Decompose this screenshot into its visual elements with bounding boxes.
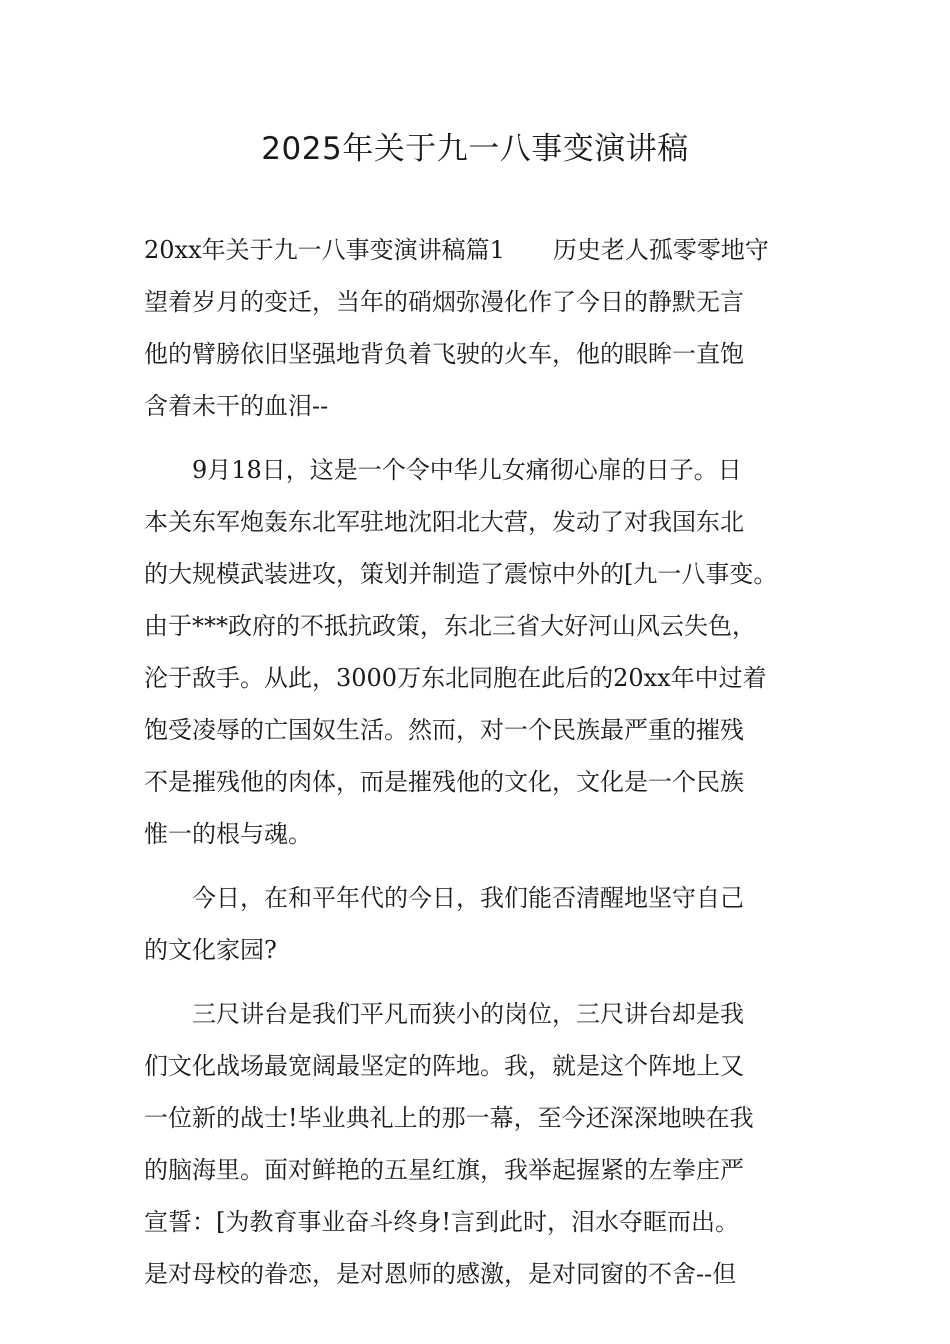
- text-line: 三尺讲台是我们平凡而狭小的岗位，三尺讲台却是我: [192, 1000, 744, 1028]
- text-line: [144, 228, 844, 280]
- text-line: 的文化家园?: [144, 936, 277, 964]
- text-line: 本关东军炮轰东北军驻地沈阳北大营，发动了对我国东北: [144, 508, 744, 536]
- text-line: 的脑海里。面对鲜艳的五星红旗，我举起握紧的左拳庄严: [144, 1156, 744, 1184]
- text-line: 饱受凌辱的亡国奴生活。然而，对一个民族最严重的摧残: [144, 716, 744, 744]
- text-line: 今日，在和平年代的今日，我们能否清醒地坚守自己: [192, 884, 744, 912]
- paragraph-start: 历史老人孤零零地守: [552, 236, 769, 264]
- text-line: 沦于敌手。从此，3000万东北同胞在此后的20xx年中过着: [144, 664, 767, 692]
- text-line: 的大规模武装进攻，策划并制造了震惊中外的[九一八事变。: [144, 560, 778, 588]
- text-line: 不是摧残他的肉体，而是摧残他的文化，文化是一个民族: [144, 768, 744, 796]
- text-line: 9月18日，这是一个令中华儿女痛彻心扉的日子。日: [192, 456, 742, 484]
- document-title: 2025年关于九一八事变演讲稿: [261, 131, 689, 167]
- document-body: [144, 228, 844, 1304]
- text-line: 们文化战场最宽阔最坚定的阵地。我，就是这个阵地上又: [144, 1052, 744, 1080]
- text-line: 望着岁月的变迁，当年的硝烟弥漫化作了今日的静默无言: [144, 288, 744, 316]
- text-line: 由于***政府的不抵抗政策，东北三省大好河山风云失色，: [144, 612, 756, 640]
- heading-inline: 20xx年关于九一八事变演讲稿篇1: [144, 236, 505, 264]
- text-line: 一位新的战士!毕业典礼上的那一幕，至今还深深地映在我: [144, 1104, 754, 1132]
- text-line: 是对母校的眷恋，是对恩师的感激，是对同窗的不舍--但: [144, 1260, 737, 1288]
- text-line: 惟一的根与魂。: [144, 820, 312, 848]
- text-line: 他的臂膀依旧坚强地背负着飞驶的火车，他的眼眸一直饱: [144, 340, 744, 368]
- text-line: 宣誓：[为教育事业奋斗终身!言到此时，泪水夺眶而出。: [144, 1208, 740, 1236]
- text-line: 含着未干的血泪--: [144, 392, 329, 420]
